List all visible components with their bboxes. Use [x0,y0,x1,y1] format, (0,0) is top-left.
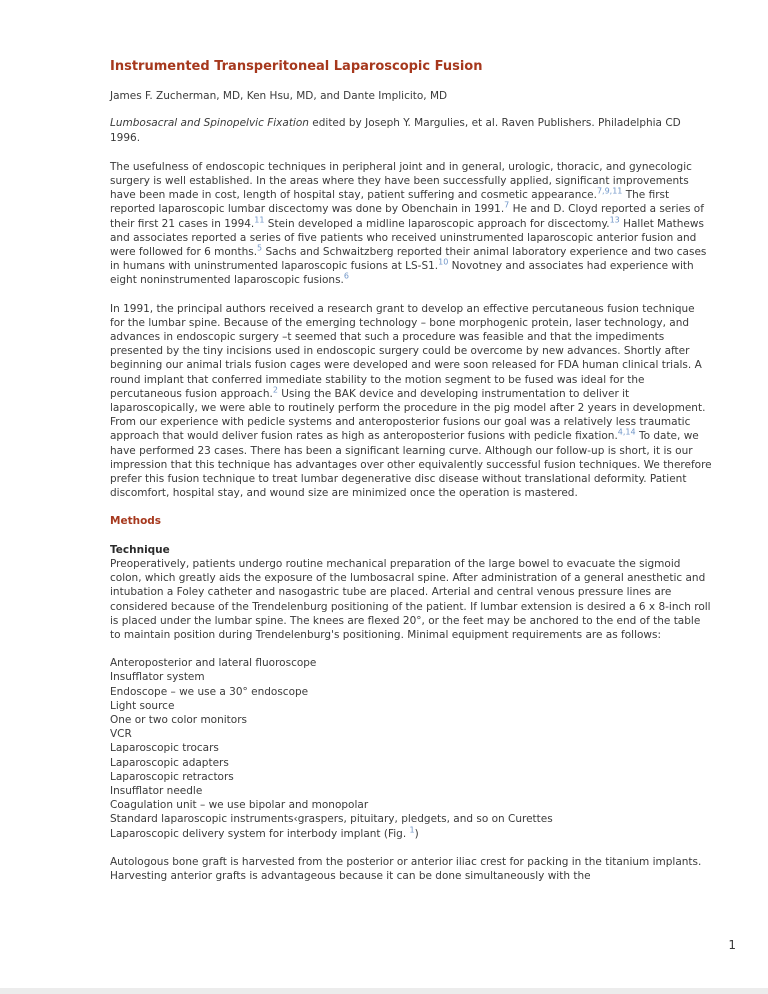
book-title: Lumbosacral and Spinopelvic Fixation [110,117,309,130]
authors-line: James F. Zucherman, MD, Ken Hsu, MD, and Dante Implicito, MD [110,90,448,103]
intro-paragraph-1: The usefulness of endoscopic techniques in peripheral joint and in general, urologic, thoracic, and gynecologic surgery is well established. In the areas where they have been successfully applied, significant improvements have been made in cost, length of hospital stay, patient suffering and cosmetic appearance.$^{7,9,11}$ The first reported laparoscopic lumbar discectomy was done by Obenchain in 1991.$^7$ He and D. Cloyd reported a series of their first 21 cases in 1994.11 Stein developed a midline laparoscopic approach for discectomy.$^{13}$ Hallet Mathews and associates reported a series of five patients who received uninstrumented laparoscopic anterior fusion and were followed for 6 months.$^5$ Sachs and Schwaitzberg reported their animal laboratory experience and two cases in humans with uninstrumented laparoscopic fusions at LS-S1.10 Novotney and associates had experience with eight noninstrumented laparoscopic fusions.$^6$ [110,160,707,287]
methods-heading: Methods [110,515,162,528]
equipment-item: Laparoscopic retractors [110,770,234,783]
article-title: Instrumented Transperitoneal Laparoscopic Fusion [110,59,483,74]
reference-link[interactable]: 4,14 [617,427,636,437]
technique-paragraph: Preoperatively, patients undergo routine mechanical preparation of the large bowel to evacuate the sigmoid colon, which greatly aids the exposure of the lumbosacral spine. After administration of a general anesthetic and intubation a Foley catheter and nasogastric tube are placed. Arterial and central venous pressure lines are considered because of the Trendelenburg positioning of the patient. If lumbar extension is desired a 6 x 8-inch roll is placed under the lumbar spine. The knees are flexed 20°, or the feet may be anchored to the end of the table to maintain position during Trendelenburg's positioning. Minimal equipment requirements are as follows: [110,557,711,641]
page-edge-shadow [0,988,768,994]
equipment-item: Anteroposterior and lateral fluoroscope [110,657,317,670]
closing-paragraph: Autologous bone graft is harvested from the posterior or anterior iliac crest for packing in the titanium implants. Harvesting anterior grafts is advantageous because it can be done simultaneously with the [110,855,702,882]
equipment-item: Laparoscopic delivery system for interbody implant (Fig. $^1$) [110,825,419,840]
reference-link[interactable]: 7 [504,200,510,210]
page-number: 1 [728,938,736,952]
equipment-item: One or two color monitors [110,713,248,726]
equipment-item: Endoscope – we use a 30° endoscope [110,685,309,698]
equipment-item: Insufflator needle [110,784,203,797]
intro-paragraph-2: In 1991, the principal authors received a research grant to develop an effective percutaneous fusion technique for the lumbar spine. Because of the emerging technology – bone morphogenic protein, laser technology, and advances in endoscopic surgery –t seemed that such a procedure was feasible and that the impediments presented by the tiny incisions used in endoscopic surgery could be overcome by new advances. Shortly after beginning our animal trials fusion cages were developed and were soon released for FDA human clinical trials. A round implant that conferred immediate stability to the motion segment to be fused was ideal for the percutaneous fusion approach.$^2$ Using the BAK device and developing instrumentation to deliver it laparoscopically, we were able to routinely perform the procedure in the pig model after 2 years in development. From our experience with pedicle systems and anteroposterior fusions our goal was a relatively less traumatic approach that would deliver fusion rates as high as anteroposterior fusions with pedicle fixation.$^{4,14}$ To date, we have performed 23 cases. There has been a significant learning curve. Although our follow-up is short, it is our impression that this technique has advantages over other equivalently successful fusion techniques. We therefore prefer this fusion technique to treat lumbar degenerative disc disease without translational deformity. Patient discomfort, hospital stay, and wound size are minimized once the operation is mastered. [110,302,712,500]
equipment-item: Laparoscopic trocars [110,742,219,755]
equipment-item: Insufflator system [110,671,205,684]
equipment-list [110,656,712,841]
reference-link[interactable]: 5 [257,243,263,253]
reference-link[interactable]: 2 [272,385,278,395]
reference-link[interactable]: 13 [609,215,620,225]
equipment-item: VCR [110,728,132,741]
citation-line [110,116,712,144]
equipment-item: Coagulation unit – we use bipolar and monopolar [110,799,369,812]
reference-link[interactable]: 10 [438,257,449,267]
equipment-item: Laparoscopic adapters [110,756,229,769]
citation-rest: edited by Joseph Y. Margulies, et al. Raven Publishers. Philadelphia CD 1996. [110,117,681,144]
reference-link[interactable]: 6 [343,271,349,281]
equipment-item: Standard laparoscopic instruments‹graspers, pituitary, pledgets, and so on Curettes [110,813,553,826]
equipment-item: Light source [110,699,175,712]
technique-heading: Technique [110,543,170,556]
reference-link[interactable]: 1 [409,825,415,835]
reference-link[interactable]: 11 [254,215,265,225]
reference-link[interactable]: 7,9,11 [596,186,623,196]
